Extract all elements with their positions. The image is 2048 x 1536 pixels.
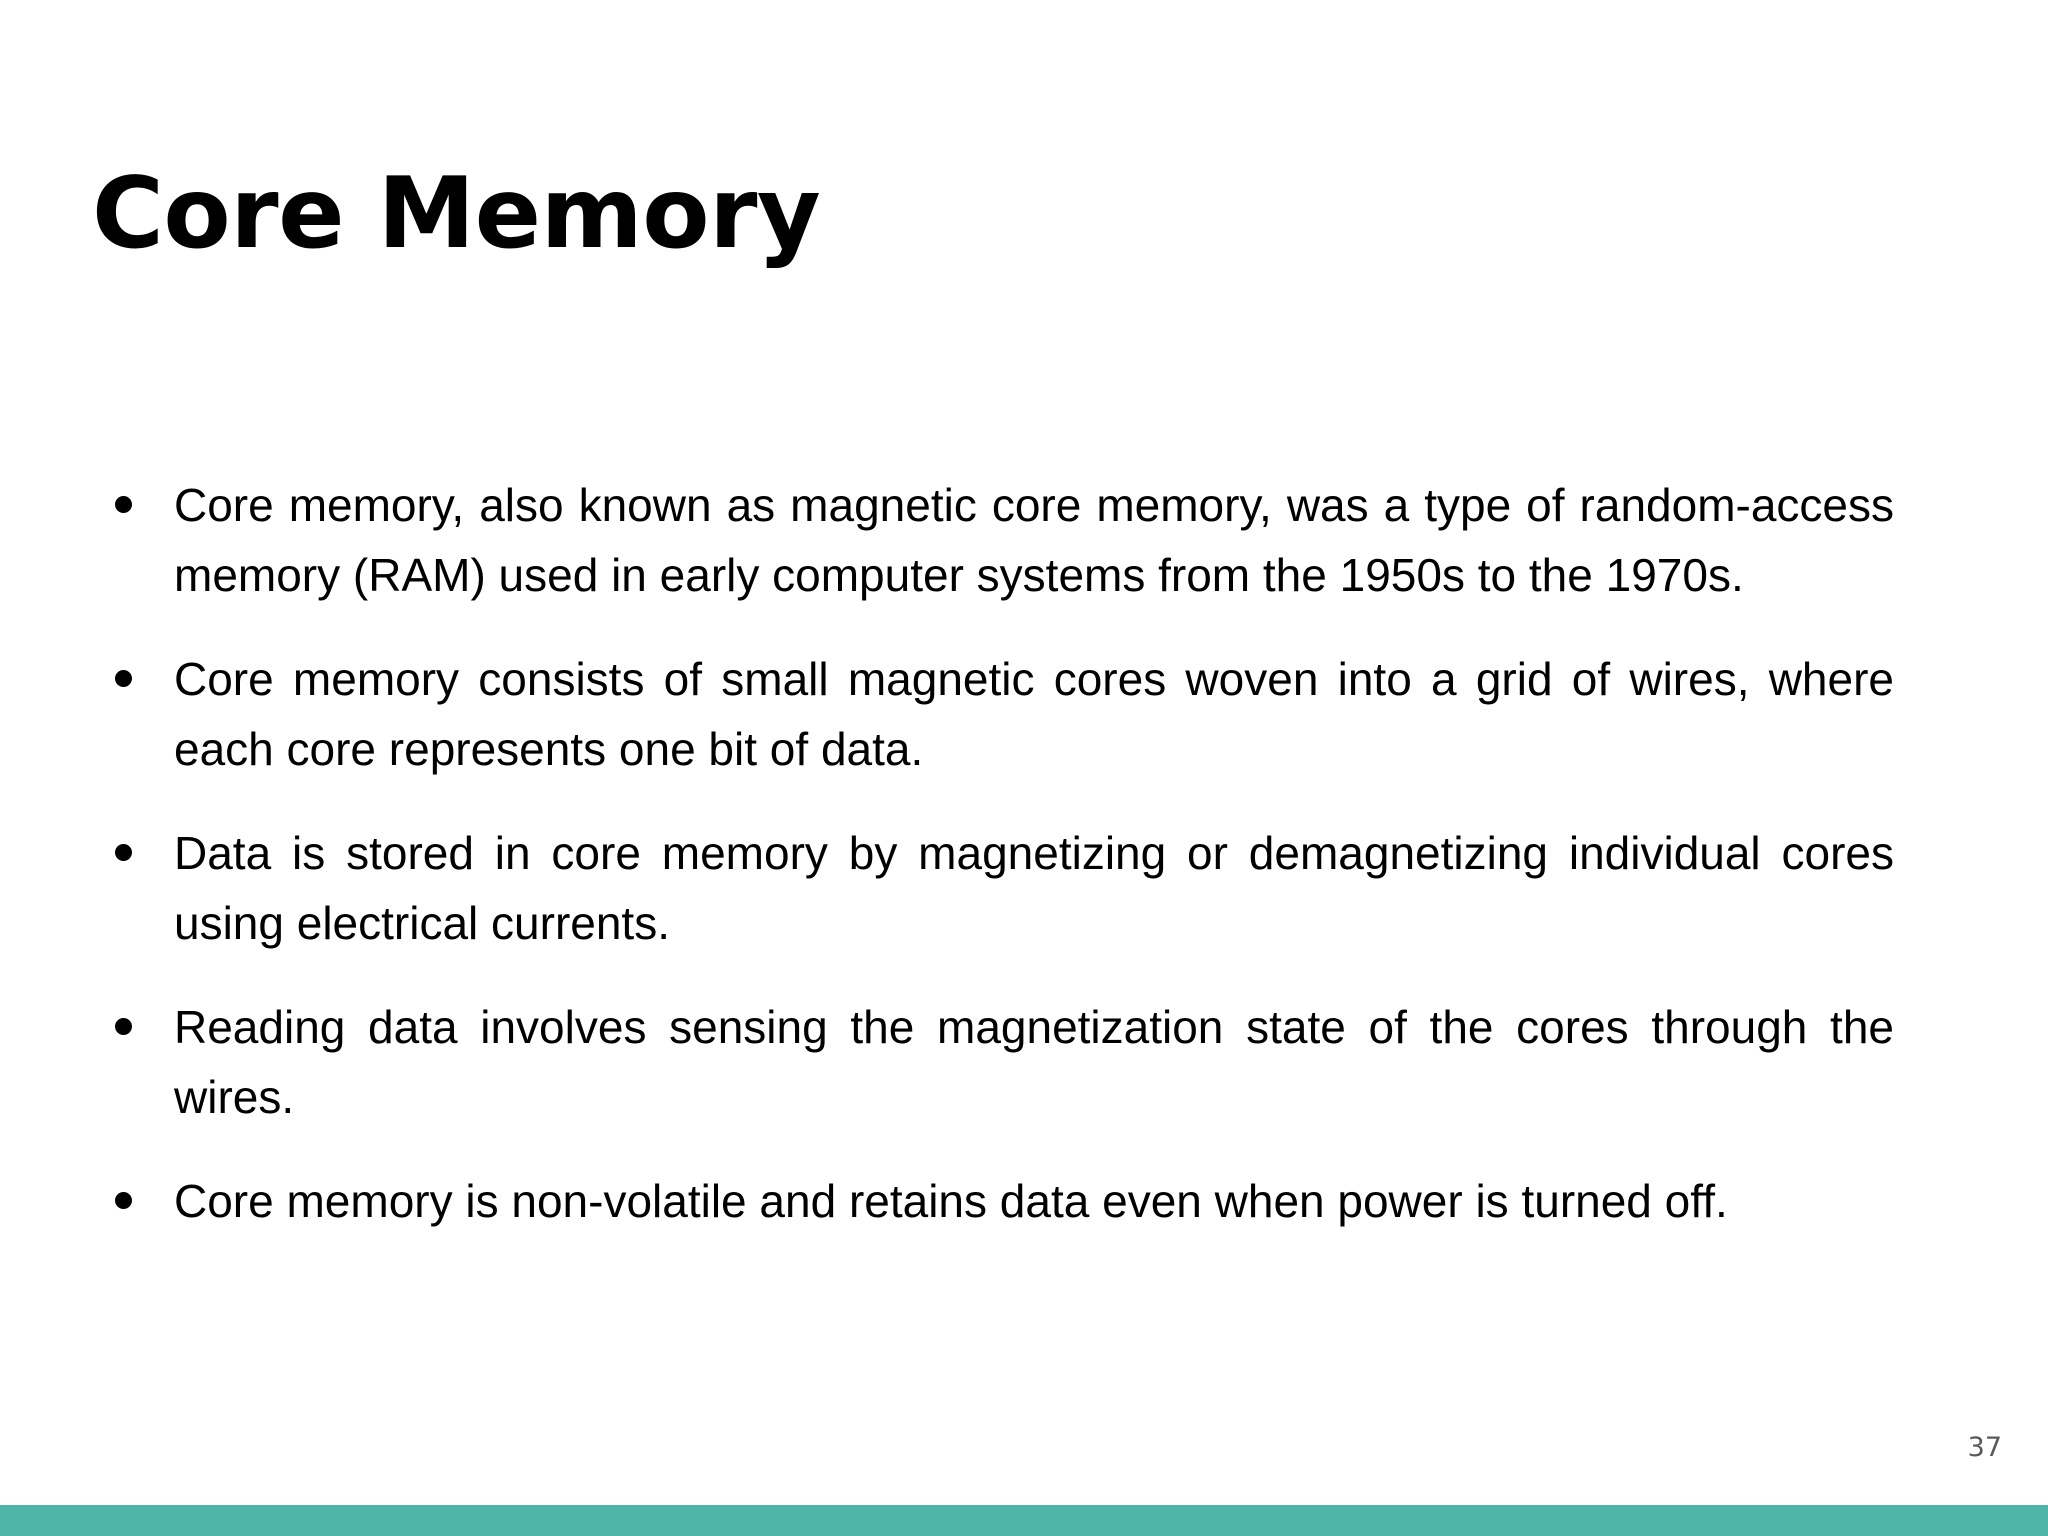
slide-title: Core Memory: [92, 157, 821, 271]
bullet-item: [112, 644, 1894, 784]
bullet-item: [112, 818, 1894, 958]
bullet-icon: [115, 670, 132, 687]
bullet-icon: [115, 496, 132, 513]
bullet-text: Core memory is non-volatile and retains data even when power is turned off.: [174, 1175, 1728, 1227]
bullet-text: Core memory consists of small magnetic cores woven into a grid of wires, where each core represents one bit of data.: [174, 653, 1894, 775]
bullet-list: [112, 470, 1894, 1270]
footer-bar: [0, 1505, 2048, 1536]
page-number: 37: [1967, 1432, 2002, 1463]
bullet-item: [112, 470, 1894, 610]
bullet-text: Reading data involves sensing the magnetization state of the cores through the wires.: [174, 1001, 1894, 1123]
bullet-icon: [115, 1192, 132, 1209]
bullet-text: Data is stored in core memory by magnetizing or demagnetizing individual cores using electrical currents.: [174, 827, 1894, 949]
bullet-icon: [115, 1018, 132, 1035]
bullet-item: [112, 1166, 1894, 1236]
bullet-item: [112, 992, 1894, 1132]
bullet-text: Core memory, also known as magnetic core memory, was a type of random-access memory (RAM) used in early computer systems from the 1950s to the 1970s.: [174, 479, 1894, 601]
bullet-icon: [115, 844, 132, 861]
